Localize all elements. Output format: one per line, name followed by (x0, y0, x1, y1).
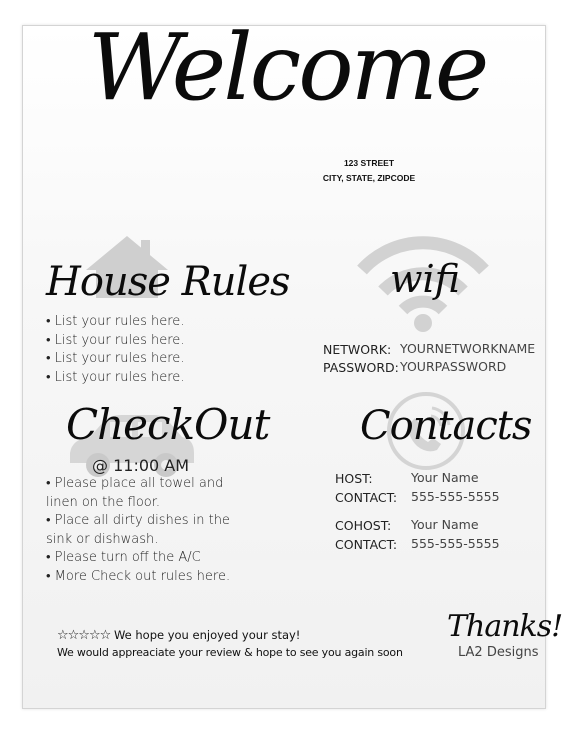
address-line1: 123 STREET (343, 158, 395, 168)
list-item: • List your rules here. (46, 332, 185, 348)
list-item: • Please place all towel and (46, 476, 224, 491)
cohost-value: Your Name (411, 517, 479, 532)
welcome-title: Welcome (87, 14, 487, 121)
address-block (309, 156, 429, 186)
thanks-text: Thanks! (447, 609, 563, 644)
contact1-label: CONTACT: (335, 490, 398, 505)
contact1-value: 555-555-5555 (411, 489, 500, 504)
host-label: HOST: (335, 471, 373, 486)
list-item: • Please turn off the A/C (46, 550, 201, 565)
checkout-time: @ 11:00 AM (92, 456, 190, 475)
list-item: linen on the floor. (46, 494, 161, 510)
list-item: • More Check out rules here. (46, 568, 231, 584)
wifi-network-label: NETWORK: (323, 342, 392, 357)
list-item: • List your rules here. (46, 369, 185, 385)
review-line-2: We would appreaciate your review & hope to see you again soon (57, 646, 403, 659)
checkout-list (46, 475, 230, 586)
review-line-1 (57, 628, 300, 643)
star-icon: ☆☆☆☆☆ (57, 628, 111, 643)
cohost-label: COHOST: (335, 518, 392, 533)
brand-name: LA2 Designs (458, 645, 539, 660)
contact2-value: 555-555-5555 (411, 536, 500, 551)
host-value: Your Name (411, 470, 479, 485)
list-item: • List your rules here. (46, 314, 185, 329)
contacts-title: Contacts (360, 403, 532, 449)
checkout-title: CheckOut (66, 400, 270, 449)
wifi-password-label: PASSWORD: (323, 360, 399, 375)
wifi-password-value: YOURPASSWORD (400, 359, 507, 374)
review-thanks-text: We hope you enjoyed your stay! (113, 628, 301, 642)
house-rules-list (46, 313, 184, 387)
list-item: • List your rules here. (46, 351, 185, 366)
list-item: sink or dishwash. (46, 531, 159, 547)
list-item: • Place all dirty dishes in the (46, 513, 230, 528)
house-rules-title: House Rules (46, 259, 290, 305)
wifi-network-value: YOURNETWORKNAME (400, 341, 536, 356)
contact2-label: CONTACT: (335, 537, 398, 552)
wifi-title: wifi (390, 257, 461, 301)
address-line2: CITY, STATE, ZIPCODE (322, 173, 416, 183)
